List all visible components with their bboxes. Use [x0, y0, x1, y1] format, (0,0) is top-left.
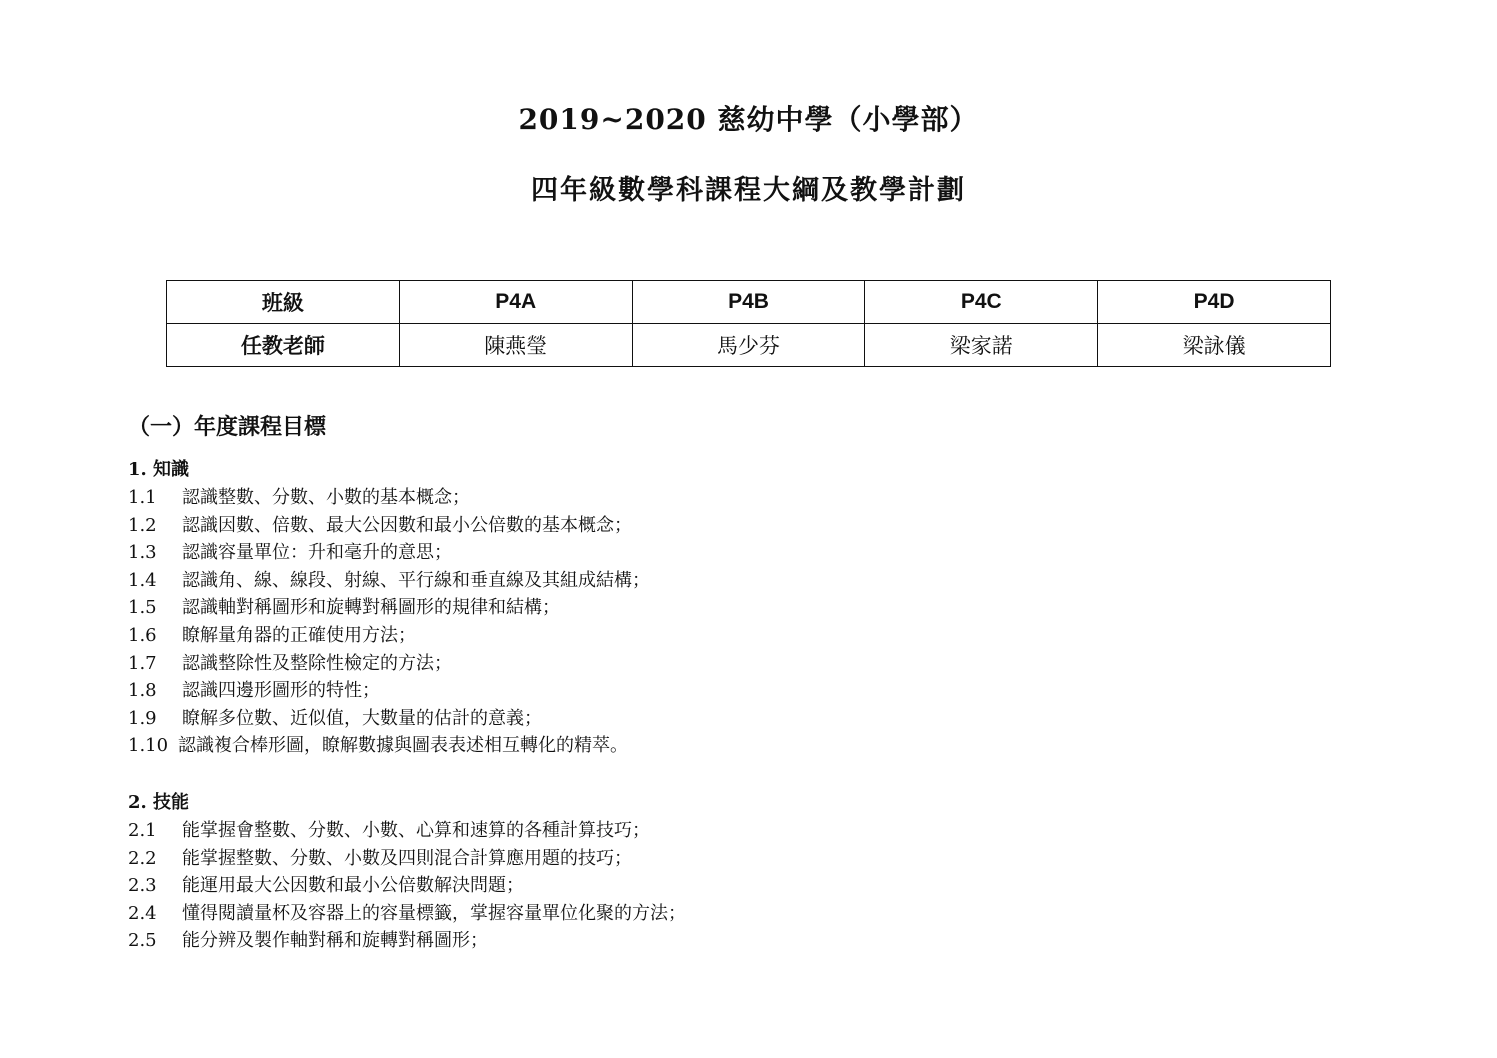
item-text: 認識因數、倍數、最大公因數和最小公倍數的基本概念；	[182, 514, 632, 536]
knowledge-section	[128, 456, 650, 760]
item-text: 認識複合棒形圖，瞭解數據與圖表表述相互轉化的精萃。	[178, 735, 628, 757]
item-text: 認識容量單位：升和毫升的意思；	[182, 542, 452, 564]
list-item	[128, 539, 650, 567]
list-item	[128, 845, 686, 873]
item-text: 懂得閱讀量杯及容器上的容量標籤，掌握容量單位化聚的方法；	[182, 902, 686, 924]
item-number: 2.1	[128, 820, 157, 841]
item-number: 1.10	[128, 735, 169, 757]
item-text: 認識整數、分數、小數的基本概念；	[182, 487, 470, 508]
list-item	[128, 484, 650, 512]
class-cell-p4d: P4D	[1098, 281, 1331, 324]
class-cell-p4b: P4B	[632, 281, 865, 324]
item-number: 2.4	[128, 902, 157, 924]
skills-title: 2. 技能	[128, 792, 190, 813]
item-text: 認識四邊形圖形的特性；	[182, 680, 380, 702]
item-number: 2.2	[128, 847, 157, 869]
item-text: 瞭解量角器的正確使用方法；	[182, 624, 416, 646]
item-text: 認識整除性及整除性檢定的方法；	[182, 652, 452, 674]
skills-section	[128, 789, 686, 955]
teacher-cell-p4d: 梁詠儀	[1098, 324, 1331, 367]
page-subtitle: 四年級數學科課程大綱及教學計劃	[531, 175, 966, 206]
item-text: 能分辨及製作軸對稱和旋轉對稱圖形；	[182, 930, 488, 952]
item-number: 1.5	[128, 597, 157, 619]
item-number: 1.3	[128, 542, 157, 564]
teacher-cell-p4b: 馬少芬	[632, 324, 865, 367]
item-number: 1.1	[128, 487, 157, 508]
list-item	[128, 900, 686, 928]
item-number: 2.5	[128, 930, 157, 952]
list-item	[128, 817, 686, 845]
item-text: 認識角、線、線段、射線、平行線和垂直線及其組成結構；	[182, 569, 650, 591]
knowledge-title: 1. 知識	[128, 459, 190, 480]
item-number: 2.3	[128, 875, 157, 897]
list-item	[128, 650, 650, 678]
item-number: 1.9	[128, 707, 157, 729]
teacher-cell-p4a: 陳燕瑩	[399, 324, 632, 367]
page-title: 2019~2020 慈幼中學（小學部）	[518, 103, 979, 136]
item-number: 1.4	[128, 569, 157, 591]
item-text: 能掌握會整數、分數、小數、心算和速算的各種計算技巧；	[182, 820, 650, 841]
class-cell-p4a: P4A	[399, 281, 632, 324]
item-text: 瞭解多位數、近似值，大數量的估計的意義；	[182, 707, 542, 729]
list-item	[128, 594, 650, 622]
list-item	[128, 512, 650, 540]
list-item	[128, 927, 686, 955]
item-text: 認識軸對稱圖形和旋轉對稱圖形的規律和結構；	[182, 597, 560, 619]
item-number: 1.7	[128, 652, 157, 674]
teacher-cell-p4c: 梁家諾	[865, 324, 1098, 367]
item-number: 1.8	[128, 680, 157, 702]
list-item	[128, 732, 650, 760]
section-heading: （一）年度課程目標	[128, 414, 327, 440]
class-cell-p4c: P4C	[865, 281, 1098, 324]
list-item	[128, 677, 650, 705]
item-number: 1.2	[128, 514, 157, 536]
table-row-teachers	[167, 324, 1331, 367]
list-item	[128, 622, 650, 650]
list-item	[128, 872, 686, 900]
row-label-teacher: 任教老師	[167, 324, 400, 367]
teacher-table	[166, 280, 1331, 367]
list-item	[128, 705, 650, 733]
item-number: 1.6	[128, 624, 157, 646]
item-text: 能掌握整數、分數、小數及四則混合計算應用題的技巧；	[182, 847, 632, 869]
row-label-class: 班級	[167, 281, 400, 324]
table-row-classes	[167, 281, 1331, 324]
list-item	[128, 567, 650, 595]
item-text: 能運用最大公因數和最小公倍數解決問題；	[182, 875, 524, 897]
